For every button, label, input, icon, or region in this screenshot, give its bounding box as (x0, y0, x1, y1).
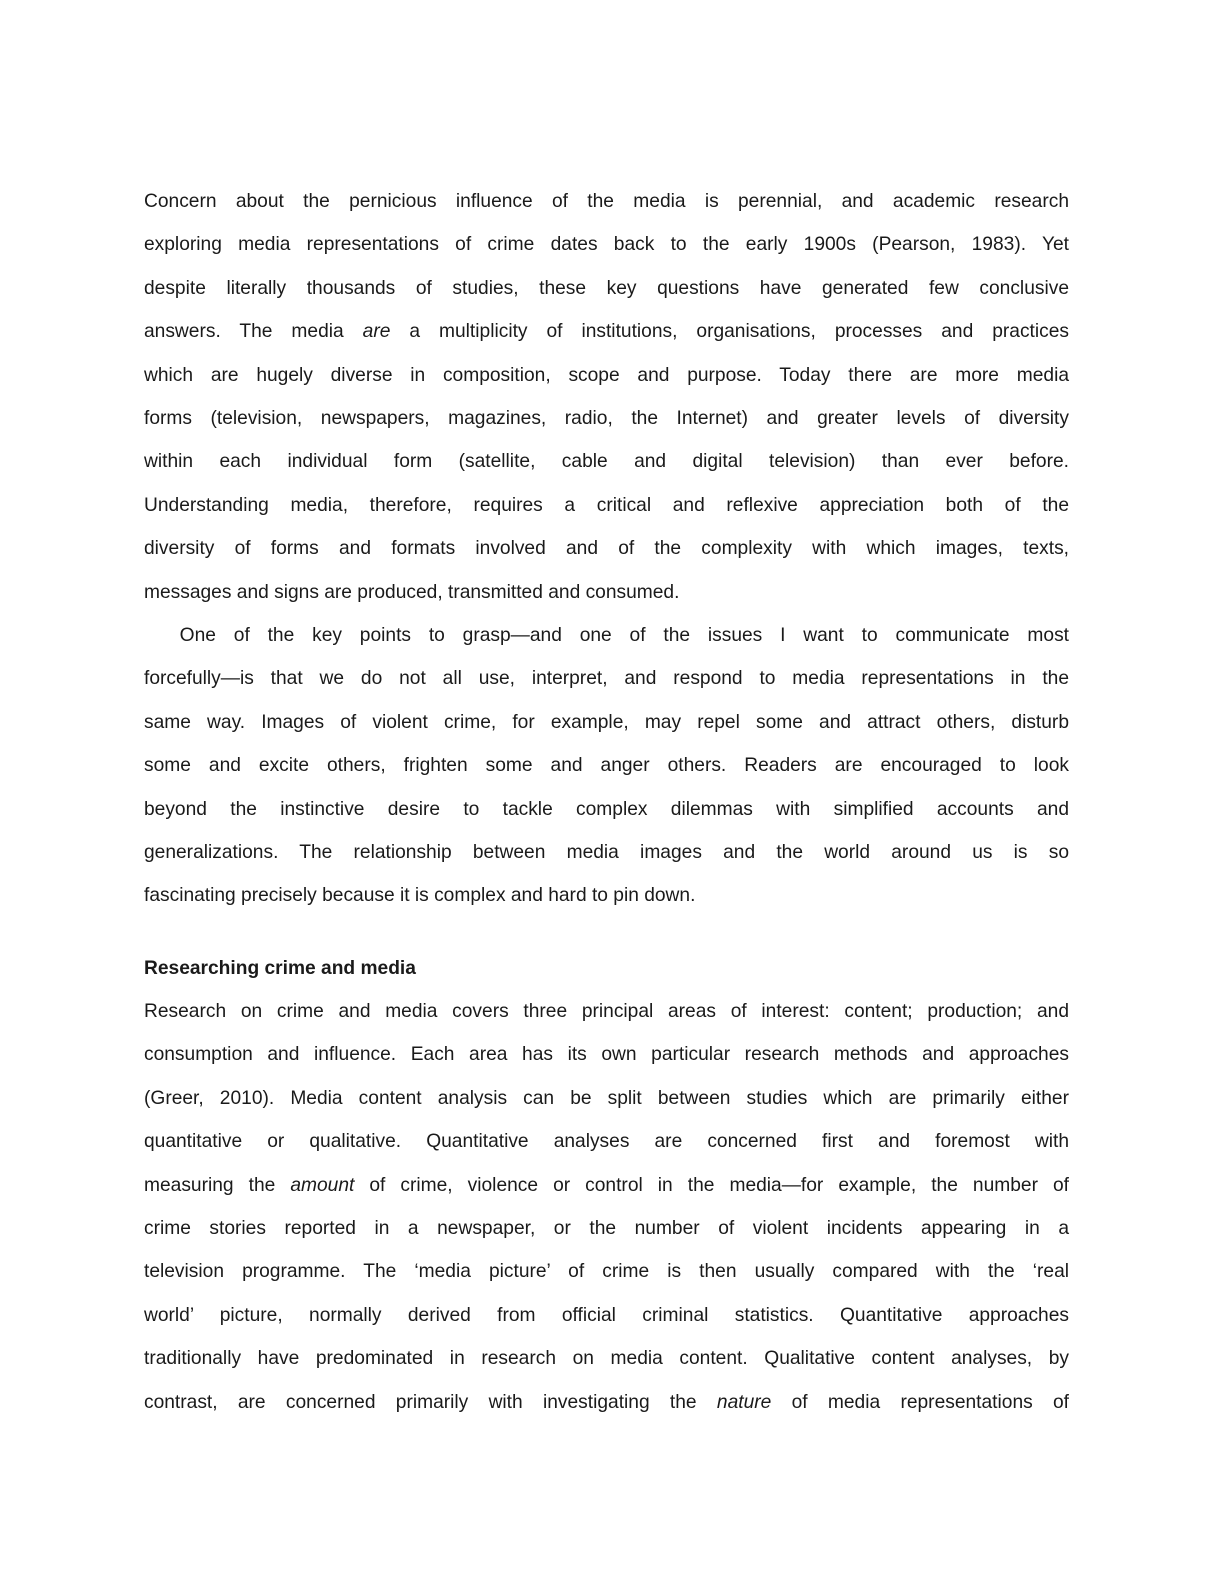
text-line (144, 536, 1069, 562)
text-segment: measuring the (144, 1174, 291, 1196)
text-line (144, 1042, 1069, 1068)
text-segment: same way. Images of violent crime, for example, may repel some and attract others, disturb (144, 711, 1069, 733)
emphasized-text: are (362, 321, 391, 343)
text-line (144, 797, 1069, 823)
text-line (144, 276, 1069, 302)
text-line (144, 1346, 1069, 1372)
text-segment: One of the key points to grasp—and one of the issues I want to communicate most (144, 625, 1069, 646)
text-line (144, 666, 1069, 692)
text-line (144, 319, 1069, 345)
text-segment: (Greer, 2010). Media content analysis can be split between studies which are primarily either (144, 1087, 1069, 1109)
text-segment: a multiplicity of institutions, organisations, processes and practices (390, 321, 1070, 343)
text-segment: Understanding media, therefore, requires a critical and reflexive appreciation both of the (144, 494, 1069, 516)
text-segment: generalizations. The relationship between media images and the world around us is so (144, 842, 1069, 863)
text-segment: Researching crime and media (144, 958, 416, 979)
text-line (144, 232, 1069, 258)
text-segment: diversity of forms and formats involved and of the complexity with which images, texts, (144, 538, 1069, 560)
text-line (144, 406, 1069, 432)
text-line (144, 1303, 1069, 1329)
text-segment: consumption and influence. Each area has its own particular research methods and approaches (144, 1044, 1069, 1066)
text-line (144, 840, 1069, 866)
text-line (144, 1216, 1069, 1242)
text-segment: which are hugely diverse in composition, scope and purpose. Today there are more media (144, 364, 1069, 386)
text-segment: some and excite others, frighten some and anger others. Readers are encouraged to look (144, 755, 1069, 777)
text-line (144, 449, 1069, 475)
text-segment: Concern about the pernicious influence of the media is perennial, and academic research (144, 191, 1069, 212)
text-segment: forms (television, newspapers, magazines, radio, the Internet) and greater levels of diversity (144, 408, 1069, 429)
text-line (144, 1390, 1069, 1416)
text-segment: of media representations of (771, 1391, 1069, 1413)
text-line (144, 189, 1069, 215)
text-line (144, 883, 1069, 909)
text-segment: exploring media representations of crime dates back to the early 1900s (Pearson, 1983). Yet (144, 234, 1069, 256)
text-segment: of crime, violence or control in the media—for example, the number of (354, 1174, 1070, 1196)
text-line (144, 623, 1069, 649)
text-segment: Research on crime and media covers three principal areas of interest: content; production; and (144, 1001, 1069, 1022)
text-line (144, 1086, 1069, 1112)
text-line (144, 1129, 1069, 1155)
text-segment: crime stories reported in a newspaper, or the number of violent incidents appearing in a (144, 1218, 1069, 1239)
text-segment: world’ picture, normally derived from official criminal statistics. Quantitative approaches (144, 1304, 1069, 1326)
text-segment: fascinating precisely because it is complex and hard to pin down. (144, 885, 696, 907)
text-segment: traditionally have predominated in research on media content. Qualitative content analyses, by (144, 1348, 1069, 1370)
text-segment: messages and signs are produced, transmitted and consumed. (144, 581, 680, 603)
text-segment: television programme. The ‘media picture’ of crime is then usually compared with the ‘real (144, 1261, 1069, 1283)
section-heading (144, 956, 1069, 982)
text-segment: within each individual form (satellite, cable and digital television) than ever before. (144, 451, 1069, 473)
text-line (144, 999, 1069, 1025)
text-segment: beyond the instinctive desire to tackle complex dilemmas with simplified accounts and (144, 798, 1069, 820)
text-line (144, 753, 1069, 779)
text-segment: answers. The media (144, 321, 363, 343)
text-segment: contrast, are concerned primarily with investigating the (144, 1391, 717, 1413)
emphasized-text: amount (290, 1174, 355, 1196)
text-segment: forcefully—is that we do not all use, interpret, and respond to media representations in the (144, 668, 1069, 690)
text-line (144, 493, 1069, 519)
text-line (144, 1259, 1069, 1285)
text-line (144, 363, 1069, 389)
text-line (144, 580, 1069, 606)
text-line (144, 710, 1069, 736)
text-line (144, 1173, 1069, 1199)
text-segment: despite literally thousands of studies, these key questions have generated few conclusive (144, 277, 1069, 299)
text-segment: quantitative or qualitative. Quantitative analyses are concerned first and foremost with (144, 1131, 1069, 1153)
emphasized-text: nature (716, 1391, 772, 1413)
